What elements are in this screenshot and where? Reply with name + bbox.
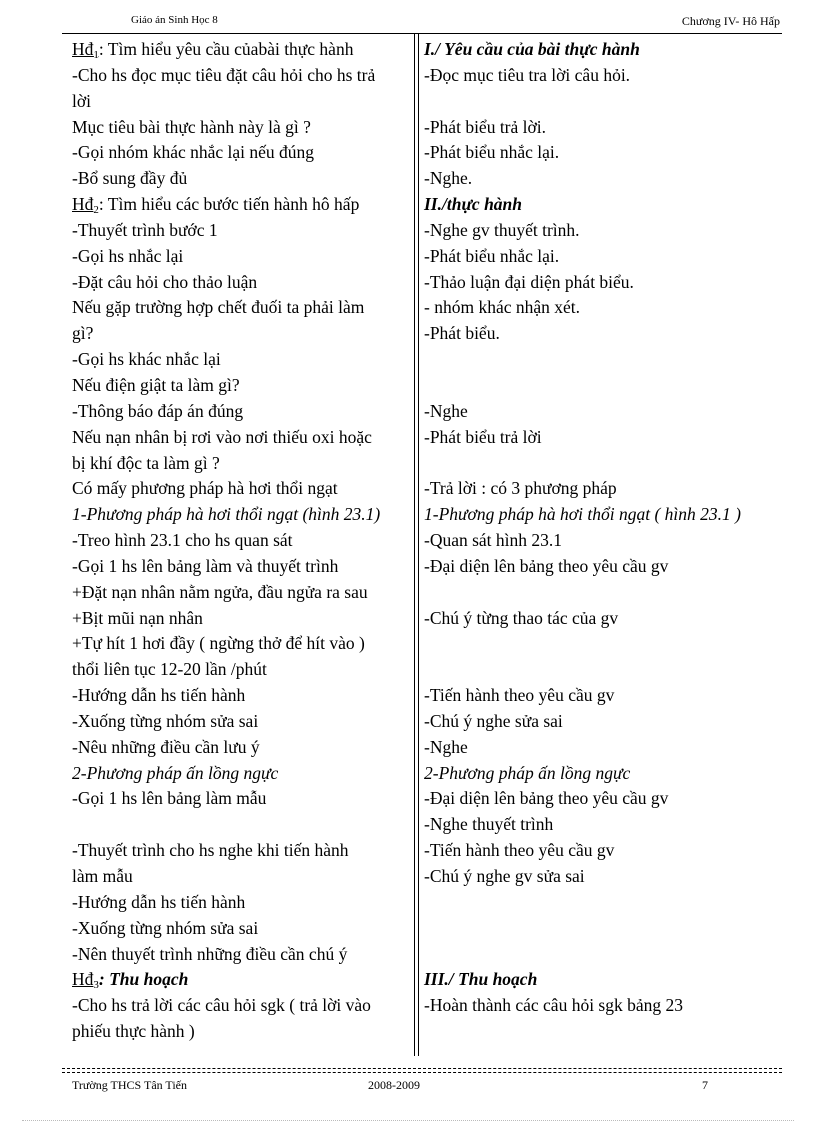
teacher-line: -Gọi 1 hs lên bảng làm và thuyết trình [72, 555, 339, 576]
header-subject: Giáo án Sinh Học 8 [131, 14, 218, 26]
header-rule [62, 33, 782, 34]
teacher-line: Nếu gặp trường hợp chết đuối ta phải làm [72, 297, 365, 318]
student-line [424, 451, 784, 477]
footer-page-number: 7 [702, 1078, 708, 1092]
student-line: -Phát biểu trả lời. [424, 116, 547, 137]
student-line [424, 373, 784, 399]
student-line [424, 580, 784, 606]
activity-title: : Tìm hiểu các bước tiến hành hô hấp [98, 194, 360, 215]
teacher-line: -Gọi hs nhắc lại [72, 245, 184, 266]
page-edge-dots [22, 1120, 794, 1121]
student-line: -Nghe gv thuyết trình. [424, 219, 580, 240]
student-line: III./ Thu hoạch [424, 969, 538, 990]
student-line: -Tiến hành theo yêu cầu gv [424, 685, 615, 706]
footer-rule [62, 1068, 782, 1069]
teacher-line: -Nêu những điều cần lưu ý [72, 736, 260, 757]
student-line [424, 347, 784, 373]
column-divider-inner [418, 34, 419, 1056]
footer-rule-2 [62, 1072, 782, 1073]
footer-year: 2008-2009 [368, 1078, 420, 1092]
teacher-line: bị khí độc ta làm gì ? [72, 452, 220, 473]
student-line: -Đại diện lên bảng theo yêu cầu gv [424, 788, 669, 809]
teacher-line: -Nên thuyết trình những điều cần chú ý [72, 943, 348, 964]
teacher-line: làm mẫu [72, 866, 133, 886]
teacher-line: -Thông báo đáp án đúng [72, 400, 244, 421]
header-chapter: Chương IV- Hô Hấp [681, 14, 780, 28]
activity-label: $Hđ_3$ [72, 969, 99, 992]
teacher-line: -Treo hình 23.1 cho hs quan sát [72, 530, 293, 551]
student-line: -Hoàn thành các câu hỏi sgk bảng 23 [424, 995, 684, 1016]
teacher-line: -Cho hs đọc mục tiêu đặt câu hỏi cho hs trả [72, 64, 376, 85]
student-line: -Đọc mục tiêu tra lời câu hỏi. [424, 64, 631, 85]
student-line: 1-Phương pháp hà hơi thổi ngạt ( hình 23.1 ) [424, 504, 741, 525]
activity-title: : Tìm hiểu yêu cầu củabài thực hành [98, 39, 354, 59]
student-line: -Phát biểu nhắc lại. [424, 245, 560, 266]
teacher-line [72, 967, 412, 993]
teacher-line [72, 812, 412, 838]
teacher-line: -Cho hs trả lời các câu hỏi sgk ( trả lời vào [72, 995, 371, 1016]
teacher-activity-column [72, 37, 412, 1045]
student-line: -Chú ý nghe gv sửa sai [424, 866, 585, 886]
teacher-line: phiếu thực hành ) [72, 1021, 195, 1042]
teacher-line: -Xuống từng nhóm sửa sai [72, 710, 259, 731]
student-line: -Nghe thuyết trình [424, 814, 554, 835]
column-divider [414, 34, 415, 1056]
student-line [424, 631, 784, 657]
teacher-line: lời [72, 90, 91, 111]
activity-label: $Hđ_2$ [72, 194, 99, 217]
teacher-line: -Gọi 1 hs lên bảng làm mẫu [72, 788, 267, 809]
teacher-line: +Bịt mũi nạn nhân [72, 607, 203, 628]
student-line: -Nghe [424, 400, 468, 421]
teacher-line: -Hướng dẫn hs tiến hành [72, 685, 246, 706]
student-line: -Phát biểu. [424, 323, 500, 344]
student-line: 2-Phương pháp ấn lồng ngực [424, 762, 631, 783]
activity-title: : Thu hoạch [98, 969, 189, 990]
student-line: - nhóm khác nhận xét. [424, 297, 580, 318]
student-line: -Đại diện lên bảng theo yêu cầu gv [424, 555, 669, 576]
student-line: II./thực hành [424, 194, 523, 215]
teacher-line: Nếu nạn nhân bị rơi vào nơi thiếu oxi hoặc [72, 426, 372, 447]
teacher-line [72, 37, 412, 63]
student-line: -Phát biểu nhắc lại. [424, 142, 560, 163]
student-line [424, 890, 784, 916]
teacher-line: 1-Phương pháp hà hơi thổi ngạt (hình 23.1) [72, 504, 381, 525]
teacher-line: Có mấy phương pháp hà hơi thổi ngạt [72, 478, 338, 499]
teacher-line: Mục tiêu bài thực hành này là gì ? [72, 116, 311, 137]
student-line: -Quan sát hình 23.1 [424, 530, 563, 551]
footer-school: Trường THCS Tân Tiến [72, 1078, 188, 1092]
student-line: -Thảo luận đại diện phát biểu. [424, 271, 634, 292]
teacher-line: gì? [72, 323, 94, 344]
teacher-line: -Thuyết trình bước 1 [72, 219, 218, 240]
student-line: I./ Yêu cầu của bài thực hành [424, 39, 640, 59]
teacher-line: thổi liên tục 12-20 lần /phút [72, 659, 267, 680]
teacher-line: -Đặt câu hỏi cho thảo luận [72, 271, 258, 292]
student-line: -Nghe [424, 736, 468, 757]
teacher-line: 2-Phương pháp ấn lồng ngực [72, 762, 279, 783]
student-line [424, 916, 784, 942]
teacher-line: +Tự hít 1 hơi đầy ( ngừng thở để hít vào ) [72, 633, 365, 654]
student-line: -Trả lời : có 3 phương pháp [424, 478, 617, 499]
teacher-line: -Gọi nhóm khác nhắc lại nếu đúng [72, 142, 315, 163]
teacher-line: -Gọi hs khác nhắc lại [72, 349, 221, 370]
student-line: -Tiến hành theo yêu cầu gv [424, 840, 615, 861]
student-line [424, 1019, 784, 1045]
teacher-line: +Đặt nạn nhân nằm ngửa, đầu ngửa ra sau [72, 581, 368, 602]
student-line: -Nghe. [424, 168, 473, 189]
teacher-line: -Hướng dẫn hs tiến hành [72, 891, 246, 912]
teacher-line: -Bổ sung đầy đủ [72, 168, 188, 189]
student-line: -Chú ý từng thao tác của gv [424, 607, 619, 628]
student-activity-column [424, 37, 784, 1045]
student-line [424, 89, 784, 115]
teacher-line: Nếu điện giật ta làm gì? [72, 374, 240, 395]
activity-label: $Hđ_1$ [72, 39, 99, 61]
student-line: -Phát biểu trả lời [424, 426, 542, 447]
teacher-line [72, 192, 412, 218]
student-line: -Chú ý nghe sửa sai [424, 710, 563, 731]
student-line [424, 942, 784, 968]
teacher-line: -Thuyết trình cho hs nghe khi tiến hành [72, 840, 349, 861]
teacher-line: -Xuống từng nhóm sửa sai [72, 917, 259, 938]
student-line [424, 657, 784, 683]
